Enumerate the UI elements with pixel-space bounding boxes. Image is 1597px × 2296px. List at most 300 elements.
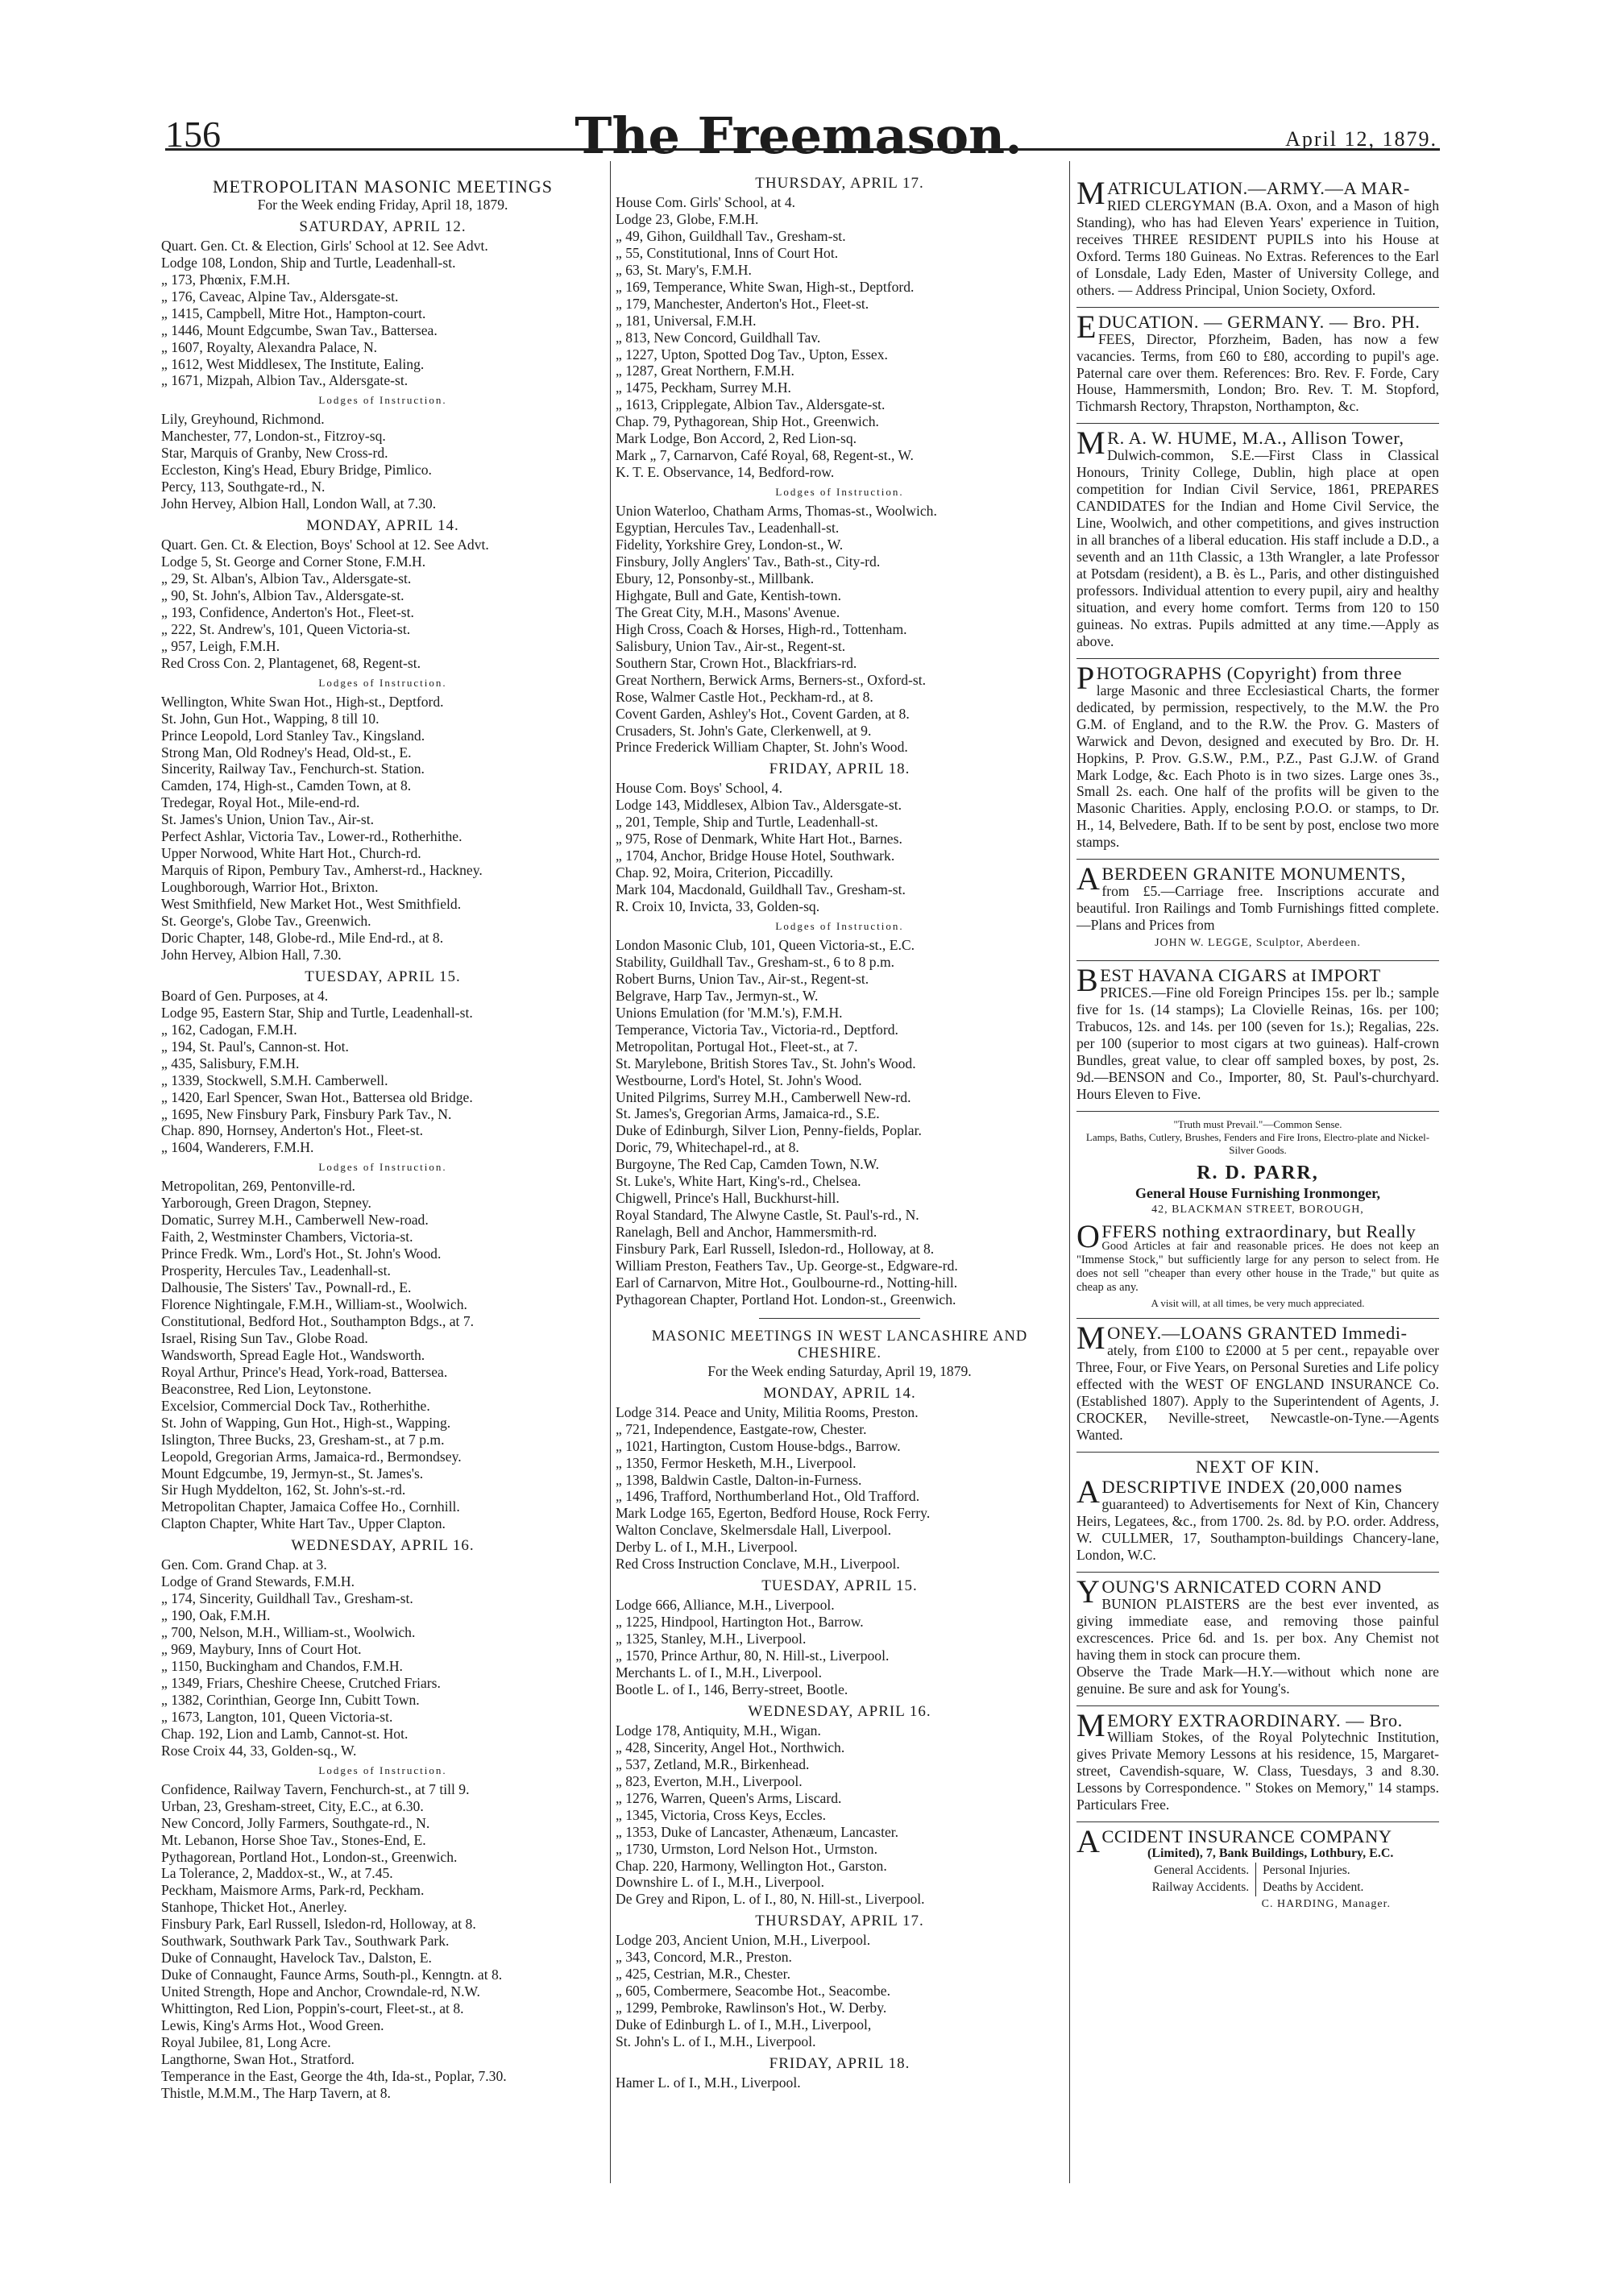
meeting-entry: Royal Arthur, Prince's Head, York-road, Battersea. [161, 1363, 448, 1380]
meeting-list [616, 1932, 1064, 2050]
section-subtitle: For the Week ending Saturday, April 19, 1879. [707, 1362, 972, 1379]
meeting-entry: John Hervey, Albion Hall, London Wall, at 7.30. [161, 495, 437, 512]
meeting-entry: St. James's, Gregorian Arms, Jamaica-rd., S.E. [616, 1105, 880, 1122]
meeting-list [161, 1781, 604, 2102]
advert-divider [1076, 1111, 1439, 1112]
advert-heading: R. A. W. HUME, M.A., Allison Tower, [1107, 428, 1404, 449]
meeting-entry: Egyptian, Hercules Tav., Leadenhall-st. [616, 520, 840, 537]
meeting-entry: Sincerity, Railway Tav., Fenchurch-st. Station. [161, 760, 425, 777]
meeting-entry: „ 90, St. John's, Albion Tav., Aldersgate-st. [161, 586, 404, 603]
meeting-entry: Stanhope, Thicket Hot., Anerley. [161, 1899, 347, 1916]
meeting-entry: „ 193, Confidence, Anderton's Hot., Fleet-st. [161, 603, 414, 620]
meeting-entry: Metropolitan Chapter, Jamaica Coffee Ho., Cornhill. [161, 1498, 460, 1515]
meeting-entry: United Strength, Hope and Anchor, Crowndale-rd, N.W. [161, 1983, 480, 2000]
meeting-entry: „ 174, Sincerity, Guildhall Tav., Gresham-st. [161, 1590, 413, 1607]
meeting-entry: Ranelagh, Bell and Anchor, Hammersmith-rd. [616, 1224, 877, 1241]
firm-address: 42, BLACKMAN STREET, BOROUGH, [1151, 1203, 1364, 1216]
meeting-entry: „ 1353, Duke of Lancaster, Athenæum, Lancaster. [616, 1823, 899, 1840]
masthead-title: The Freemason. [575, 106, 1022, 165]
meeting-entry: Unions Emulation (for 'M.M.'s), F.M.H. [616, 1004, 843, 1021]
meeting-entry: Mt. Lebanon, Horse Shoe Tav., Stones-End, E. [161, 1831, 426, 1848]
meeting-list [616, 1597, 1064, 1698]
meeting-entry: „ 1150, Buckingham and Chandos, F.M.H. [161, 1658, 403, 1675]
advert-body: FEES, Director, Pforzheim, Baden, has now a few vacancies. Terms, from £60 to £80, according to pupil's age. Paternal care over them. References: Bro. Rev. F. Forde, Cary House, Hammersmith, London; Bro. Rev. T. M. Stopford, Tichmarsh Rectory, Thrapston, Northampton, &c. [1076, 330, 1439, 415]
meeting-entry: Chap. 92, Moira, Criterion, Piccadilly. [616, 864, 834, 881]
meeting-entry: Bootle L. of I., 146, Berry-street, Bootle. [616, 1681, 848, 1697]
meeting-entry: Westbourne, Lord's Hotel, St. John's Wood. [616, 1071, 862, 1088]
meeting-entry: Perfect Ashlar, Victoria Tav., Lower-rd., Rotherhithe. [161, 828, 463, 845]
advert-body: ately, from £100 to £2000 at 5 per cent., repayable over Three, Four, or Five Years, on Personal Sureties and Life policy effected with the WEST OF ENGLAND INSURANCE Co. (Established 1807). Apply to the Superintendent of Agents, J. CROCKER, Neville-street, Newcastle-on-Tyne.—Agents Wanted. [1076, 1342, 1439, 1444]
drop-cap: A [1076, 1473, 1101, 1511]
meeting-entry: Finsbury Park, Earl Russell, Isledon-rd, Holloway, at 8. [161, 1916, 476, 1933]
page-number: 156 [165, 114, 221, 155]
meeting-entry: Finsbury, Jolly Anglers' Tav., Bath-st., City-rd. [616, 553, 881, 570]
meeting-entry: „ 1613, Cripplegate, Albion Tav., Aldersgate-st. [616, 396, 886, 413]
advert-body-note: Observe the Trade Mark—H.Y.—without which none are genuine. Be sure and ask for Young's. [1076, 1663, 1439, 1697]
day-heading: WEDNESDAY, APRIL 16. [291, 1537, 475, 1555]
advert-heading: OUNG'S ARNICATED CORN AND [1101, 1576, 1382, 1597]
advert-hume [1076, 425, 1439, 649]
meeting-entry: „ 1276, Warren, Queen's Arms, Liscard. [616, 1789, 842, 1806]
advert-heading: EST HAVANA CIGARS at IMPORT [1100, 965, 1381, 986]
meeting-entry: St. John of Wapping, Gun Hot., High-st., Wapping. [161, 1414, 451, 1431]
meeting-entry: „ 1695, New Finsbury Park, Finsbury Park Tav., N. [161, 1105, 452, 1122]
meeting-entry: Earl of Carnarvon, Mitre Hot., Goulbourne-rd., Notting-hill. [616, 1274, 958, 1291]
day-heading: TUESDAY, APRIL 15. [305, 968, 461, 985]
meeting-entry: Rose Croix 44, 33, Golden-sq., W. [161, 1742, 357, 1759]
meeting-entry: Prince Frederick William Chapter, St. John's Wood. [616, 739, 908, 756]
meeting-entry: House Com. Girls' School, at 4. [616, 193, 796, 210]
meeting-list [616, 503, 1064, 756]
meeting-entry: Lodge 23, Globe, F.M.H. [616, 210, 759, 227]
meeting-entry: Tredegar, Royal Hot., Mile-end-rd. [161, 794, 360, 811]
advert-signature: JOHN W. LEGGE, Sculptor, Aberdeen. [1155, 937, 1361, 950]
meeting-entry: „ 1612, West Middlesex, The Institute, Ealing. [161, 355, 425, 372]
section-title: MASONIC MEETINGS IN WEST LANCASHIRE AND CHESHIRE. [651, 1328, 1028, 1361]
meeting-entry: „ 1604, Wanderers, F.M.H. [161, 1139, 314, 1156]
advert-body: Dulwich-common, S.E.—First Class in Classical Honours, Trinity College, Dublin, high place at open competition for Indian Civil Service, 1861, PREPARES CANDIDATES for the Indian and Home Civil Service, the Line, Woolwich, and other competitions, and gives instruction in all branches of a liberal education. His staff include a D.D., a seventh and an 11th Classic, a 13th Wrangler, a late Professor at Potsdam (resident), a B. ès L., Paris, and other distinguished professors. Individual attention to every pupil, airy and healthy situation, and every home comfort. Terms from 120 to 150 guineas. No extras. Pupils admitted at any time.—Apply as above. [1076, 447, 1439, 649]
meeting-entry: Southwark, Southwark Park Tav., Southwark Park. [161, 1933, 450, 1950]
advert-body: BUNION PLAISTERS are the best ever invented, as giving immediate ease, and removing those painful excrescences. Price 6d. and 1s. per box. Any Chemist not having them in stock can procure them. [1076, 1595, 1439, 1663]
meeting-list [616, 780, 1064, 915]
meeting-entry: Upper Norwood, White Hart Hot., Church-rd. [161, 845, 421, 862]
meeting-entry: Metropolitan, 269, Pentonville-rd. [161, 1178, 355, 1195]
meeting-entry: William Preston, Feathers Tav., Up. George-st., Edgware-rd. [616, 1258, 958, 1274]
meeting-entry: Yarborough, Green Dragon, Stepney. [161, 1195, 371, 1212]
advert-body: William Stokes, of the Royal Polytechnic Institution, gives Private Memory Lessons at his residence, 15, Margaret-street, Cavendish-square, W. Class, Tuesdays, 3 and 8.30. Lessons by Correspondence. " Stokes on Memory," 14 stamps. Particulars Free. [1076, 1729, 1439, 1813]
meeting-entry: Royal Jubilee, 81, Long Acre. [161, 2033, 331, 2050]
meeting-entry: „ 1475, Peckham, Surrey M.H. [616, 379, 791, 396]
meeting-entry: Downshire L. of I., M.H., Liverpool. [616, 1874, 824, 1891]
meeting-entry: „ 975, Rose of Denmark, White Hart Hot., Barnes. [616, 831, 902, 848]
meeting-entry: House Com. Boys' School, 4. [616, 780, 782, 797]
advert-heading: CCIDENT INSURANCE COMPANY [1101, 1826, 1392, 1847]
advert-goods: Lamps, Baths, Cutlery, Brushes, Fenders and Fire Irons, Electro-plate and Nickel-Silver Goods. [1085, 1130, 1430, 1156]
advert-photographs [1076, 659, 1439, 851]
meeting-entry: „ 1398, Baldwin Castle, Dalton-in-Furness. [616, 1471, 862, 1488]
meeting-entry: Covent Garden, Ashley's Hot., Covent Garden, at 8. [616, 705, 910, 722]
meeting-entry: Red Cross Con. 2, Plantagenet, 68, Regent-st. [161, 654, 421, 671]
advert-body: Good Articles at fair and reasonable prices. He does not keep an "Immense Stock," but sufficiently large for any person to select from. He does not sell "cheaper than every other house in the Trade," but quite as cheap as any. [1076, 1240, 1439, 1295]
meeting-list [161, 537, 604, 672]
meeting-entry: „ 162, Cadogan, F.M.H. [161, 1021, 297, 1038]
meeting-entry: „ 1325, Stanley, M.H., Liverpool. [616, 1631, 807, 1647]
meeting-entry: Chigwell, Prince's Hall, Buckhurst-hill. [616, 1190, 840, 1207]
meeting-entry: Chap. 890, Hornsey, Anderton's Hot., Fleet-st. [161, 1122, 424, 1139]
advert-heading: FFERS nothing extraordinary, but Really [1101, 1221, 1417, 1241]
meeting-entry: Crusaders, St. John's Gate, Clerkenwell, at 9. [616, 722, 872, 739]
day-heading: FRIDAY, APRIL 18. [769, 760, 910, 778]
meeting-entry: „ 1021, Hartington, Custom House-bdgs., Barrow. [616, 1437, 901, 1454]
meeting-entry: „ 29, St. Alban's, Albion Tav., Aldersgate-st. [161, 570, 412, 586]
meeting-entry: Belgrave, Harp Tav., Jermyn-st., W. [616, 987, 819, 1004]
day-heading: FRIDAY, APRIL 18. [769, 2054, 910, 2072]
meeting-entry: Southern Star, Crown Hot., Blackfriars-rd. [616, 654, 857, 671]
meeting-entry: High Cross, Coach & Horses, High-rd., Tottenham. [616, 620, 907, 637]
meeting-entry: St. Marylebone, British Stores Tav., St. John's Wood. [616, 1055, 916, 1071]
meeting-entry: Camden, 174, High-st., Camden Town, at 8. [161, 777, 412, 794]
meeting-list [616, 1404, 1064, 1573]
meeting-entry: Mark Lodge, Bon Accord, 2, Red Lion-sq. [616, 430, 857, 447]
meeting-entry: Thistle, M.M.M., The Harp Tavern, at 8. [161, 2084, 391, 2101]
meeting-entry: Excelsior, Commercial Dock Tav., Rotherhithe. [161, 1397, 430, 1414]
meeting-entry: „ 222, St. Andrew's, 101, Queen Victoria-st. [161, 620, 411, 637]
advert-heading: HOTOGRAPHS (Copyright) from three [1096, 662, 1402, 683]
meeting-entry: The Great City, M.H., Masons' Avenue. [616, 603, 840, 620]
meeting-list [616, 2074, 1064, 2091]
meeting-entry: „ 63, St. Mary's, F.M.H. [616, 261, 752, 278]
meeting-entry: Faith, 2, Westminster Chambers, Victoria-st. [161, 1229, 413, 1245]
advert-money-loans [1076, 1320, 1439, 1444]
meeting-entry: Lodge 203, Ancient Union, M.H., Liverpool. [616, 1932, 871, 1949]
meeting-entry: „ 1350, Fermor Hesketh, M.H., Liverpool. [616, 1454, 857, 1471]
meeting-entry: Metropolitan, Portugal Hot., Fleet-st., at 7. [616, 1038, 858, 1055]
meeting-entry: Manchester, 77, London-st., Fitzroy-sq. [161, 428, 386, 445]
meeting-entry: St. John's L. of I., M.H., Liverpool. [616, 2033, 816, 2050]
meeting-entry: Union Waterloo, Chatham Arms, Thomas-st., Woolwich. [616, 503, 937, 520]
advert-heading: DUCATION. — GERMANY. — Bro. PH. [1097, 311, 1421, 332]
meeting-entry: West Smithfield, New Market Hot., West Smithfield. [161, 896, 462, 913]
meeting-entry: „ 435, Salisbury, F.M.H. [161, 1055, 300, 1071]
meeting-entry: „ 1671, Mizpah, Albion Tav., Aldersgate-st. [161, 372, 409, 389]
meeting-entry: Constitutional, Bedford Hot., Southampton Bdgs., at 7. [161, 1312, 475, 1329]
meeting-entry: London Masonic Club, 101, Queen Victoria-st., E.C. [616, 936, 915, 953]
advert-education-germany [1076, 308, 1439, 416]
section-title: METROPOLITAN MASONIC MEETINGS [212, 176, 553, 197]
meeting-list [161, 988, 604, 1157]
meeting-entry: Duke of Edinburgh, Silver Lion, Penny-fields, Poplar. [616, 1122, 922, 1139]
accident-type: Deaths by Accident. [1263, 1880, 1364, 1895]
meeting-entry: St. John, Gun Hot., Wapping, 8 till 10. [161, 710, 380, 727]
meeting-entry: „ 700, Nelson, M.H., William-st., Woolwich. [161, 1624, 416, 1641]
day-heading: THURSDAY, APRIL 17. [755, 175, 924, 192]
meeting-entry: Chap. 220, Harmony, Wellington Hot., Garston. [616, 1857, 887, 1874]
meeting-entry: Mark 104, Macdonald, Guildhall Tav., Gresham-st. [616, 881, 906, 898]
meeting-entry: „ 1339, Stockwell, S.M.H. Camberwell. [161, 1071, 388, 1088]
advert-body: PRICES.—Fine old Foreign Principes 15s. per lb.; sample five for 1s. (14 stamps); La Clovielle Reinas, 16s. per 100; Trabucos, 12s. and 14s. per 100 (seven for 1s.); Regalias, 22s. per 100 (superior to most cigars at two guineas). Half-crown Bundles, great value, to clear off sampled boxes, by post, 2s. 9d.—BENSON and Co., Importer, 80, St. Paul's-churchyard. Hours Eleven to Five. [1076, 984, 1439, 1102]
day-heading: SATURDAY, APRIL 12. [299, 218, 467, 235]
meeting-entry: Hamer L. of I., M.H., Liverpool. [616, 2074, 801, 2091]
advert-divider [1076, 1452, 1439, 1453]
meeting-entry: Royal Standard, The Alwyne Castle, St. Paul's-rd., N. [616, 1207, 919, 1224]
meeting-entry: „ 425, Cestrian, M.R., Chester. [616, 1966, 790, 1983]
meeting-entry: Salisbury, Union Tav., Air-st., Regent-st. [616, 637, 846, 654]
meeting-entry: Prosperity, Hercules Tav., Leadenhall-st. [161, 1262, 391, 1279]
advert-memory [1076, 1706, 1439, 1814]
meeting-list [161, 238, 604, 390]
meeting-entry: Ebury, 12, Ponsonby-st., Millbank. [616, 570, 815, 586]
meeting-entry: Dalhousie, The Sisters' Tav., Pownall-rd., E. [161, 1279, 412, 1296]
firm-name: R. D. PARR, [1197, 1162, 1319, 1183]
advert-havana-cigars [1076, 962, 1439, 1103]
meeting-entry: Stability, Guildhall Tav., Gresham-st., 6 to 8 p.m. [616, 953, 895, 970]
day-heading: MONDAY, APRIL 14. [763, 1384, 916, 1402]
meeting-entry: Confidence, Railway Tavern, Fenchurch-st., at 7 till 9. [161, 1780, 470, 1797]
advert-body: from £5.—Carriage free. Inscriptions accurate and beautiful. Iron Railings and Tomb Furnishings fitted complete.—Plans and Prices from [1076, 883, 1439, 934]
drop-cap: B [1076, 962, 1099, 999]
advert-granite-monuments [1076, 860, 1439, 952]
meeting-entry: St. James's Union, Union Tav., Air-st. [161, 811, 375, 828]
meeting-entry: Marquis of Ripon, Pembury Tav., Amherst-rd., Hackney. [161, 862, 483, 879]
advert-title: NEXT OF KIN. [1196, 1457, 1320, 1477]
meeting-entry: R. Croix 10, Invicta, 33, Golden-sq. [616, 898, 820, 915]
meeting-entry: Highgate, Bull and Gate, Kentish-town. [616, 586, 841, 603]
meeting-entry: Burgoyne, The Red Cap, Camden Town, N.W. [616, 1156, 879, 1173]
meeting-entry: New Concord, Jolly Farmers, Southgate-rd., N. [161, 1814, 430, 1831]
advert-footnote: A visit will, at all times, be very much appreciated. [1151, 1297, 1365, 1310]
meeting-entry: Beaconstree, Red Lion, Leytonstone. [161, 1380, 371, 1397]
accident-type: Railway Accidents. [1151, 1880, 1250, 1895]
meeting-entry: „ 194, St. Paul's, Cannon-st. Hot. [161, 1038, 349, 1055]
meeting-entry: „ 537, Zetland, M.R., Birkenhead. [616, 1755, 810, 1772]
meeting-entry: Fidelity, Yorkshire Grey, London-st., W. [616, 537, 844, 553]
meeting-entry: Loughborough, Warrior Hot., Brixton. [161, 879, 379, 896]
meeting-entry: „ 55, Constitutional, Inns of Court Hot. [616, 244, 839, 261]
meeting-entry: Duke of Edinburgh L. of I., M.H., Liverpool, [616, 2016, 872, 2033]
meeting-list [161, 1556, 604, 1759]
meeting-entry: Prince Fredk. Wm., Lord's Hot., St. John's Wood. [161, 1245, 442, 1262]
meeting-entry: Derby L. of I., M.H., Liverpool. [616, 1539, 798, 1556]
meeting-entry: „ 1446, Mount Edgcumbe, Swan Tav., Battersea. [161, 321, 438, 338]
meeting-entry: „ 1607, Royalty, Alexandra Palace, N. [161, 338, 378, 355]
meeting-list [616, 937, 1064, 1308]
meeting-entry: „ 969, Maybury, Inns of Court Hot. [161, 1641, 362, 1658]
meeting-entry: Lodge 314. Peace and Unity, Militia Rooms, Preston. [616, 1403, 919, 1420]
advert-next-of-kin [1076, 1459, 1439, 1564]
meeting-entry: Lodge 178, Antiquity, M.H., Wigan. [616, 1722, 821, 1739]
meeting-entry: „ 190, Oak, F.M.H. [161, 1607, 271, 1624]
meeting-entry: Chap. 192, Lion and Lamb, Cannot-st. Hot. [161, 1725, 409, 1742]
meeting-entry: „ 1299, Pembroke, Rawlinson's Hot., W. Derby. [616, 2000, 887, 2016]
header-rule [165, 148, 1440, 151]
advert-divider [1076, 1318, 1439, 1319]
advert-matriculation [1076, 175, 1439, 299]
advert-divider [1076, 859, 1439, 860]
meeting-entry: Quart. Gen. Ct. & Election, Boys' School at 12. See Advt. [161, 537, 489, 553]
advert-heading: ONEY.—LOANS GRANTED Immedi- [1107, 1323, 1408, 1344]
column-metropolitan-meetings [161, 176, 604, 2102]
meeting-entry: Duke of Connaught, Havelock Tav., Dalston, E. [161, 1950, 432, 1967]
meeting-entry: Lodge 108, London, Ship and Turtle, Leadenhall-st. [161, 254, 456, 271]
meeting-list [161, 1178, 604, 1532]
meeting-entry: „ 49, Gihon, Guildhall Tav., Gresham-st. [616, 227, 846, 244]
advert-subtitle: (Limited), 7, Bank Buildings, Lothbury, E.C. [1147, 1846, 1394, 1861]
advert-youngs-plaisters [1076, 1573, 1439, 1697]
drop-cap: A [1076, 860, 1101, 897]
meeting-entry: Lewis, King's Arms Hot., Wood Green. [161, 2017, 384, 2034]
day-heading: THURSDAY, APRIL 17. [755, 1913, 924, 1930]
meeting-entry: John Hervey, Albion Hall, 7.30. [161, 946, 342, 963]
meeting-entry: Israel, Rising Sun Tav., Globe Road. [161, 1329, 368, 1346]
meeting-entry: „ 343, Concord, M.R., Preston. [616, 1949, 792, 1966]
day-heading: WEDNESDAY, APRIL 16. [748, 1702, 931, 1720]
meeting-entry: Prince Leopold, Lord Stanley Tav., Kingsland. [161, 727, 425, 744]
lodges-of-instruction-label: Lodges of Instruction. [775, 486, 904, 499]
lodges-of-instruction-label: Lodges of Instruction. [318, 394, 447, 407]
meeting-entry: Duke of Connaught, Faunce Arms, South-pl., Kenngtn. at 8. [161, 1967, 503, 1983]
lodges-of-instruction-label: Lodges of Instruction. [318, 676, 447, 689]
meeting-list [161, 694, 604, 964]
advert-divider [1076, 1705, 1439, 1706]
meeting-entry: Wandsworth, Spread Eagle Hot., Wandsworth. [161, 1346, 425, 1363]
advert-heading: ATRICULATION.—ARMY.—A MAR- [1107, 178, 1410, 198]
meeting-entry: „ 813, New Concord, Guildhall Tav. [616, 329, 821, 346]
meeting-entry: Star, Marquis of Granby, New Cross-rd. [161, 445, 388, 462]
lodges-of-instruction-label: Lodges of Instruction. [318, 1161, 447, 1174]
day-heading: TUESDAY, APRIL 15. [761, 1577, 918, 1595]
meeting-entry: „ 721, Independence, Eastgate-row, Chester. [616, 1420, 867, 1437]
meeting-entry: Strong Man, Old Rodney's Head, Old-st., E. [161, 744, 412, 760]
advert-body: RIED CLERGYMAN (B.A. Oxon, and a Mason of high Standing), who has had Eleven Years' experience in Tuition, receives THREE RESIDENT PUPILS into his House at Oxford. Terms 180 Guineas. No Extras. References to the Earl of Lonsdale, Lady Eden, Master of University College, and others. — Address Principal, Union Society, Oxford. [1076, 197, 1439, 298]
advert-divider [1076, 1572, 1439, 1573]
advert-motto: "Truth must Prevail."—Common Sense. [1173, 1117, 1342, 1130]
column-divider [610, 161, 611, 2183]
meeting-entry: Robert Burns, Union Tav., Air-st., Regent-st. [616, 970, 869, 987]
meeting-entry: „ 1382, Corinthian, George Inn, Cubitt Town. [161, 1691, 420, 1708]
meeting-entry: De Grey and Ripon, L. of I., 80, N. Hill-st., Liverpool. [616, 1891, 925, 1908]
meeting-entry: Walton Conclave, Skelmersdale Hall, Liverpool. [616, 1522, 892, 1539]
column-divider [1069, 161, 1070, 2183]
meeting-entry: Rose, Walmer Castle Hot., Peckham-rd., at 8. [616, 688, 873, 705]
meeting-entry: Temperance, Victoria Tav., Victoria-rd., Deptford. [616, 1021, 898, 1038]
meeting-entry: Lodge 666, Alliance, M.H., Liverpool. [616, 1597, 835, 1614]
meeting-entry: „ 181, Universal, F.M.H. [616, 312, 757, 329]
meeting-entry: Clapton Chapter, White Hart Tav., Upper Clapton. [161, 1515, 446, 1532]
advert-divider [1076, 307, 1439, 308]
meeting-entry: Finsbury Park, Earl Russell, Isledon-rd., Holloway, at 8. [616, 1241, 935, 1258]
meeting-entry: Lodge of Grand Stewards, F.M.H. [161, 1573, 355, 1590]
meeting-entry: „ 201, Temple, Ship and Turtle, Leadenhall-st. [616, 814, 878, 831]
lodges-of-instruction-label: Lodges of Instruction. [318, 1763, 447, 1776]
section-divider [759, 1318, 920, 1319]
meeting-entry: Urban, 23, Gresham-street, City, E.C., at 6.30. [161, 1797, 424, 1814]
meeting-entry: Doric Chapter, 148, Globe-rd., Mile End-rd., at 8. [161, 929, 444, 946]
meeting-entry: „ 169, Temperance, White Swan, High-st., Deptford. [616, 278, 915, 295]
meeting-entry: Lodge 95, Eastern Star, Ship and Turtle, Leadenhall-st. [161, 1004, 473, 1021]
meeting-entry: „ 173, Phœnix, F.M.H. [161, 271, 290, 288]
meeting-entry: Leopold, Gregorian Arms, Jamaica-rd., Bermondsey. [161, 1448, 462, 1465]
meeting-entry: Percy, 113, Southgate-rd., N. [161, 479, 326, 495]
meeting-entry: Chap. 79, Pythagorean, Ship Hot., Greenwich. [616, 413, 879, 430]
meeting-entry: „ 1570, Prince Arthur, 80, N. Hill-st., Liverpool. [616, 1647, 890, 1664]
meeting-entry: K. T. E. Observance, 14, Bedford-row. [616, 464, 835, 481]
meeting-entry: „ 1345, Victoria, Cross Keys, Eccles. [616, 1806, 827, 1823]
meeting-entry: „ 176, Caveac, Alpine Tav., Aldersgate-st. [161, 288, 399, 305]
meeting-entry: „ 1420, Earl Spencer, Swan Hot., Battersea old Bridge. [161, 1088, 473, 1105]
meeting-entry: „ 1415, Campbell, Mitre Hot., Hampton-court. [161, 305, 426, 321]
meeting-entry: „ 1704, Anchor, Bridge House Hotel, Southwark. [616, 848, 895, 864]
column-meetings-continued [616, 176, 1064, 2091]
meeting-entry: St. George's, Globe Tav., Greenwich. [161, 913, 371, 930]
drop-cap: M [1076, 1706, 1106, 1743]
advert-accident-insurance [1076, 1823, 1439, 1913]
meeting-entry: „ 428, Sincerity, Angel Hot., Northwich. [616, 1739, 845, 1755]
meeting-entry: „ 957, Leigh, F.M.H. [161, 637, 280, 654]
meeting-entry: „ 1496, Trafford, Northumberland Hot., Old Trafford. [616, 1488, 920, 1505]
meeting-entry: La Tolerance, 2, Maddox-st., W., at 7.45. [161, 1865, 393, 1882]
meeting-entry: „ 1225, Hindpool, Hartington Hot., Barrow. [616, 1614, 864, 1631]
meeting-entry: United Pilgrims, Surrey M.H., Camberwell New-rd. [616, 1088, 911, 1105]
meeting-entry: „ 1349, Friars, Cheshire Cheese, Crutched Friars. [161, 1674, 441, 1691]
advert-divider [1076, 423, 1439, 424]
meeting-entry: „ 179, Manchester, Anderton's Hot., Fleet-st. [616, 295, 869, 312]
meeting-entry: Wellington, White Swan Hot., High-st., Deptford. [161, 693, 444, 710]
meeting-entry: Quart. Gen. Ct. & Election, Girls' School at 12. See Advt. [161, 237, 488, 254]
meeting-entry: Domatic, Surrey M.H., Camberwell New-road. [161, 1212, 429, 1229]
meeting-entry: „ 823, Everton, M.H., Liverpool. [616, 1772, 803, 1789]
drop-cap: Y [1076, 1573, 1101, 1610]
advert-body: large Masonic and three Ecclesiastical Charts, the former dedicated, by permission, respectively, to the M.W. the Pro G.M. of England, and to the R.W. the Prov. G. Masters of Warwick and Devon, designed and executed by Bro. Dr. H. Hopkins, P. Prov. G.S.W., P.M., P.Z., Past G.J.W. of Grand Mark Lodge, &c. Each Photo is in two sizes. Large ones 3s., Small 2s. each. One half of the profits will be given to the Masonic Charities. Apply, enclosing P.O.O. or stamps, to Dr. H., 14, Belvedere, Bath. If to be sent by post, enclose two more stamps. [1076, 682, 1439, 851]
meeting-entry: Pythagorean Chapter, Portland Hot. London-st., Greenwich. [616, 1291, 956, 1308]
page-header [0, 106, 1597, 177]
meeting-entry: Mount Edgcumbe, 19, Jermyn-st., St. James's. [161, 1465, 424, 1482]
meeting-entry: Lodge 5, St. George and Corner Stone, F.M.H. [161, 553, 426, 570]
meeting-entry: „ 1287, Great Northern, F.M.H. [616, 363, 794, 379]
drop-cap: M [1076, 1320, 1106, 1357]
meeting-entry: Peckham, Maismore Arms, Park-rd, Peckham. [161, 1882, 425, 1899]
meeting-entry: Mark „ 7, Carnarvon, Café Royal, 68, Regent-st., W. [616, 447, 914, 464]
drop-cap: E [1076, 308, 1097, 345]
advert-body: guaranteed) to Advertisements for Next of Kin, Chancery Heirs, Legatees, &c., from 1700. 2s. 8d. by P.O. order. Address, W. CULLMER, 17, Southampton-buildings Chancery-lane, London, W.C. [1076, 1496, 1439, 1563]
lodges-of-instruction-label: Lodges of Instruction. [775, 919, 904, 932]
issue-date: April 12, 1879. [1285, 127, 1437, 151]
meeting-entry: „ 1227, Upton, Spotted Dog Tav., Upton, Essex. [616, 346, 888, 363]
meeting-entry: Mark Lodge 165, Egerton, Bedford House, Rock Ferry. [616, 1505, 931, 1522]
drop-cap: O [1076, 1217, 1101, 1254]
meeting-entry: Board of Gen. Purposes, at 4. [161, 987, 329, 1004]
drop-cap: M [1076, 175, 1106, 211]
day-heading: MONDAY, APRIL 14. [306, 517, 459, 535]
meeting-entry: Lily, Greyhound, Richmond. [161, 411, 325, 428]
section-subtitle: For the Week ending Friday, April 18, 1879. [257, 196, 508, 213]
meeting-entry: Red Cross Instruction Conclave, M.H., Liverpool. [616, 1556, 900, 1573]
drop-cap: A [1076, 1823, 1101, 1860]
meeting-entry: „ 605, Combermere, Seacombe Hot., Seacombe. [616, 1983, 891, 2000]
meeting-entry: „ 1673, Langton, 101, Queen Victoria-st. [161, 1708, 393, 1725]
column-advertisements [1076, 176, 1439, 1918]
advert-parr-ironmonger [1076, 1118, 1439, 1311]
advert-divider [1076, 1821, 1439, 1822]
meeting-list [161, 411, 604, 512]
advert-signature: C. HARDING, Manager. [1261, 1898, 1391, 1911]
meeting-entry: Florence Nightingale, F.M.H., William-st., Woolwich. [161, 1296, 467, 1312]
meeting-entry: Temperance in the East, George the 4th, Ida-st., Poplar, 7.30. [161, 2067, 507, 2084]
advert-heading: DESCRIPTIVE INDEX (20,000 names [1101, 1477, 1403, 1498]
meeting-entry: Sir Hugh Myddelton, 162, St. John's-st.-rd. [161, 1482, 406, 1498]
meeting-entry: Doric, 79, Whitechapel-rd., at 8. [616, 1139, 799, 1156]
meeting-entry: „ 1730, Urmston, Lord Nelson Hot., Urmston. [616, 1840, 877, 1857]
accident-types [1076, 1863, 1439, 1896]
